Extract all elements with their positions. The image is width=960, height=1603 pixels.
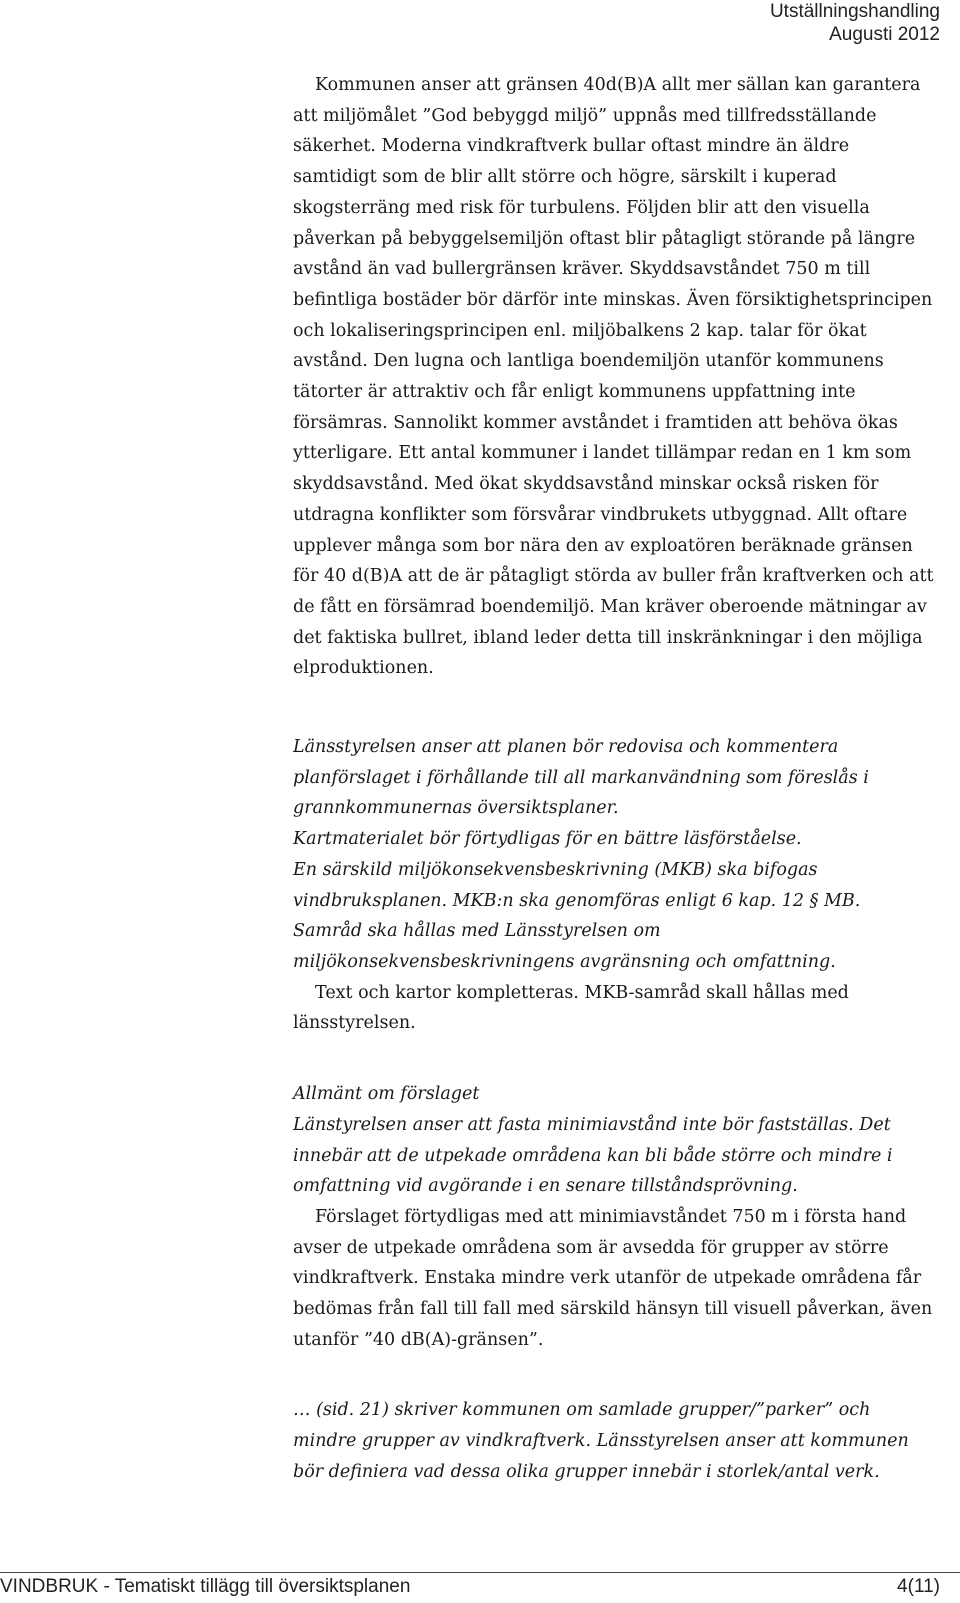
footer-divider (0, 1572, 960, 1573)
page-footer (0, 1572, 960, 1602)
lansstyrelsen-map-comment: Kartmaterialet bör förtydligas för en bättre läsförståelse. (293, 829, 802, 850)
kommun-response-2: Förslaget förtydligas med att minimiavståndet 750 m i första hand avser de utpekade områdena som är avsedda för grupper av större vindkraftverk. Enstaka mindre verk utanför de utpekade områdena får bedömas från fall till fall med särskild hänsyn till visuell påverkan, även utanför ”40 dB(A)-gränsen”. (293, 1206, 933, 1350)
paragraph-gap (293, 1039, 938, 1079)
kommun-response-1: Text och kartor kompletteras. MKB-samråd skall hållas med länsstyrelsen. (293, 982, 849, 1034)
footer-page-number: 4(11) (897, 1576, 940, 1597)
header-date: Augusti 2012 (829, 24, 940, 45)
footer-document-title: VINDBRUK - Tematiskt tillägg till översiktsplanen (0, 1576, 411, 1597)
kommunen-paragraph: Kommunen anser att gränsen 40d(B)A allt mer sällan kan garantera att miljömålet ”God bebyggd miljö” uppnås med tillfredsställande säkerhet. Moderna vindkraftverk bullar oftast mindre än äldre samtidigt som de blir allt större och högre, särskilt i kuperad skogsterräng med risk för turbulens. Följden blir att den visuella påverkan på bebyggelsemiljön oftast blir påtagligt störande på längre avstånd än vad bullergränsen kräver. Skyddsavståndet 750 m till befintliga bostäder bör därför inte minskas. Även försiktighetsprincipen och lokaliseringsprincipen enl. miljöbalkens 2 kap. talar för ökat avstånd. Den lugna och lantliga boendemiljön utanför kommunens tätorter är attraktiv och får enligt kommunens uppfattning inte försämras. Sannolikt kommer avståndet i framtiden att behöva ökas ytterligare. Ett antal kommuner i landet tillämpar redan en 1 km som skyddsavstånd. Med ökat skyddsavstånd minskar också risken för utdragna konflikter som försvårar vindbrukets utbyggnad. Allt oftare upplever många som bor nära den av exploatören beräknade gränsen för 40 d(B)A att de är påtagligt störda av buller från kraftverken och att de fått en försämrad boendemiljö. Man kräver oberoende mätningar av det faktiska bullret, ibland leder detta till inskränkningar i den möjliga elproduktionen. (293, 75, 934, 679)
header-document-status: Utställningshandling (769, 1, 940, 22)
page-header (770, 0, 940, 46)
lansstyrelsen-mkb-comment: En särskild miljökonsekvensbeskrivning (MKB) ska bifogas vindbruksplanen. MKB:n ska genomföras enligt 6 kap. 12 § MB. (293, 859, 861, 911)
document-body (293, 70, 938, 1488)
lansstyrelsen-plan-comment: Länsstyrelsen anser att planen bör redovisa och kommentera planförslaget i förhållande till all markanvändning som föreslås i grannkommunernas översiktsplaner. (293, 737, 869, 819)
allmant-heading: Allmänt om förslaget (293, 1084, 480, 1105)
paragraph-gap (293, 1355, 938, 1395)
paragraph-gap (293, 684, 938, 732)
sid21-comment: … (sid. 21) skriver kommunen om samlade grupper/”parker” och mindre grupper av vindkraftverk. Länsstyrelsen anser att kommunen bör definiera vad dessa olika grupper innebär i storlek/antal verk. (293, 1400, 909, 1482)
allmant-comment: Länstyrelsen anser att fasta minimiavstånd inte bör fastställas. Det innebär att de utpekade områdena kan bli både större och mindre i omfattning vid avgörande i en senare tillståndsprövning. (293, 1114, 893, 1197)
lansstyrelsen-samrad-comment: Samråd ska hållas med Länsstyrelsen om miljökonsekvensbeskrivningens avgränsning och omfattning. (293, 921, 836, 972)
